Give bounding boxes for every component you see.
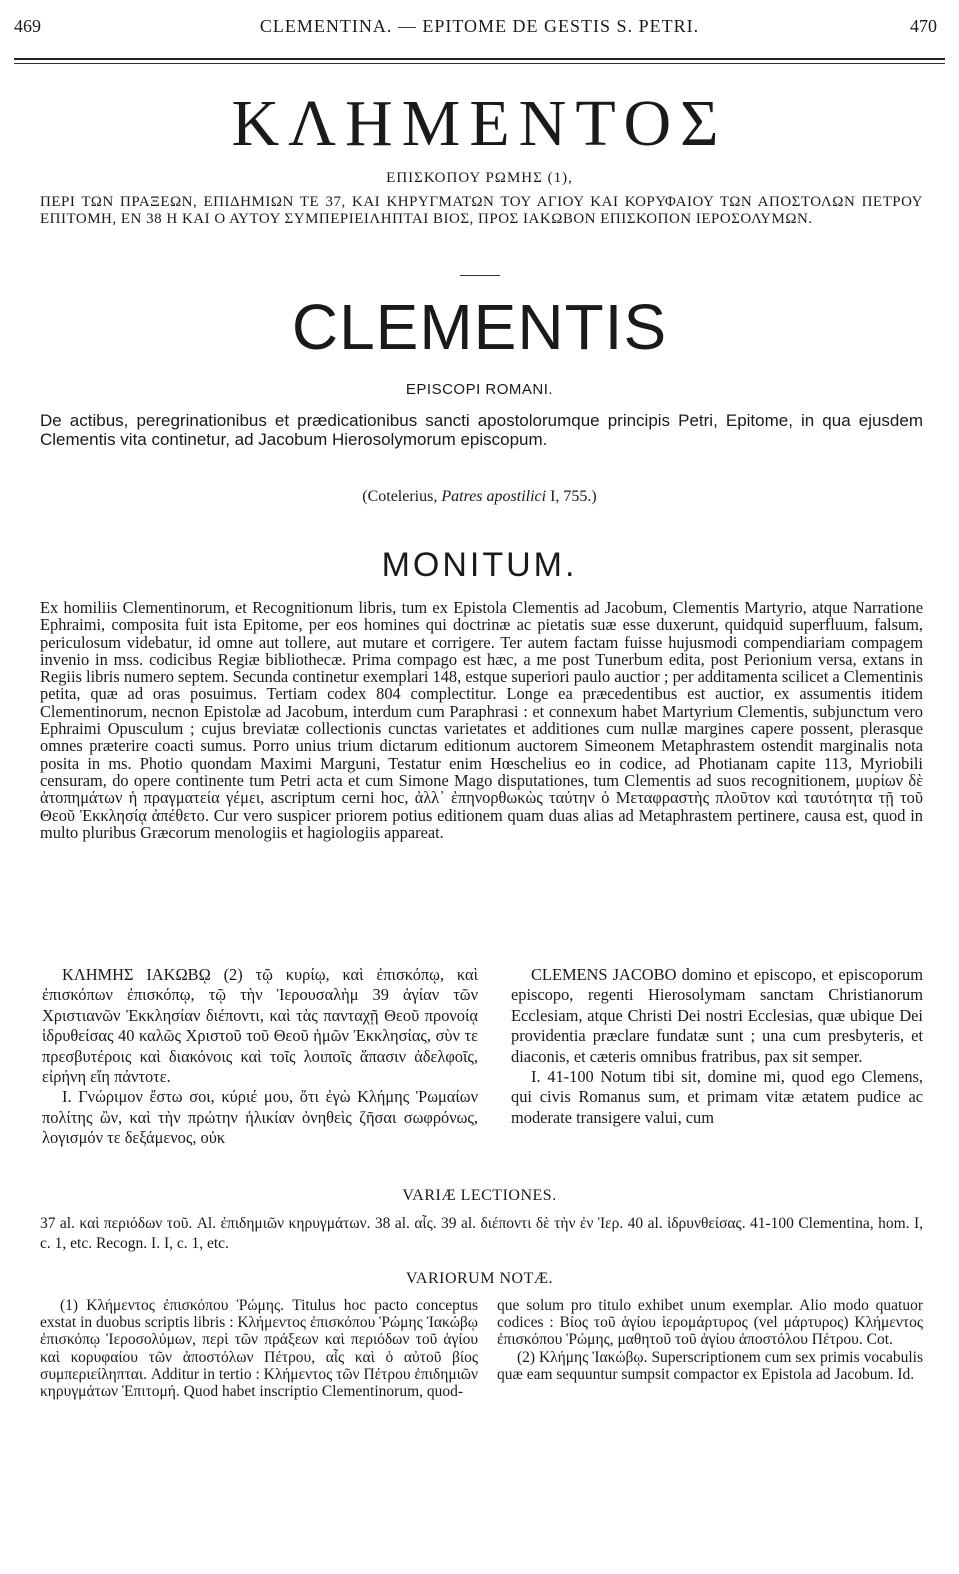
note-left-column	[40, 1297, 478, 1400]
divider	[460, 275, 500, 276]
page-number-right: 470	[910, 16, 937, 36]
latin-subtitle: EPISCOPI ROMANI.	[405, 381, 554, 398]
note-2: (2) Κλήμης Ἰακώβῳ. Superscriptionem cum sex primis vocabulis quæ eam sequuntur sumpsit compactor ex Epistola ad Jacobum. Id.	[497, 1348, 923, 1383]
greek-column	[42, 965, 478, 1149]
source-citation	[0, 488, 959, 506]
latin-chapter-1: I. 41-100 Notum tibi sit, domine mi, quod ego Clemens, qui civis Romanus sum, et primam vitæ ætatem pudice ac moderate transigere valui, cum	[511, 1067, 923, 1127]
greek-salutation: ΚΛΗΜΗΣ ΙΑΚΩΒῼ (2) τῷ κυρίῳ, καὶ ἐπισκόπῳ, καὶ ἐπισκόπων ἐπισκόπῳ, τῷ τὴν Ἱερουσαλὴμ 39 ἁγίαν τῶν Χριστιανῶν Ἐκκλησίαν διέποντι, καὶ τὰς πανταχῇ Θεοῦ προνοίᾳ ἱδρυθείσας 40 καλῶς Χριστοῦ τοῦ Θεοῦ ἡμῶν Ἐκκλησίας, σὺν τε πρεσβυτέροις καὶ διακόνοις καὶ τοῖς λοιποῖς ἅπασιν ἀδελφοῖς, εἰρήνη εἴη πάντοτε.	[42, 965, 478, 1087]
latin-salutation: CLEMENS JACOBO domino et episcopo, et episcoporum episcopo, regenti Hierosolymam sanctam Christianorum Ecclesiam, atque Christi Dei nostri Ecclesias, quæ ubique Dei providentia præclare fundatæ sunt ; una cum presbyteris, et diaconis, et cæteris omnibus fratribus, pax sit semper.	[511, 965, 923, 1066]
latin-column	[511, 965, 923, 1128]
greek-chapter-1: I. Γνώριμον ἔστω σοι, κύριέ μου, ὅτι ἐγὼ Κλήμης Ῥωμαίων πολίτης ὢν, καὶ τὴν πρώτην ἡλικίαν ὀνηθεὶς ζῆσαι σωφρόνως, λογισμόν τε δεξάμενος, οὐκ	[42, 1087, 478, 1148]
variae-lectiones-title: VARIÆ LECTIONES.	[402, 1187, 557, 1204]
monitum-text: Ex homiliis Clementinorum, et Recognitionum libris, tum ex Epistola Clementis ad Jacobum, Clementis Martyrio, atque Narratione Ephraimi, composita fuit ista Epitome, per eos homines qui doctrinæ ac pietatis suæ esse duxerunt, quidquid superfluum, falsum, periculosum videbatur, id omne aut tollere, aut mutare et corrigere. Ter autem factam fuisse hujusmodi compendiariam compagem invenio in mss. codicibus Regiæ bibliothecæ. Prima compago est hæc, a me post Tunerbum edita, post Perionium versa, extans in Regiis libris numero septem. Secunda continetur exemplari 148, estque superiori paulo auctior ; per additamenta scilicet a Clementinis petita, quæ ad oras posuimus. Tertiam codex 804 complectitur. Longe ea præcedentibus est auctior, ex assumentis itidem Clementinorum, necnon Epistolæ ad Jacobum, interdum cum Paraphrasi : et connexum habet Martyrium Clementis, subjunctum vero Ephraimi Opusculum ; cujus breviatæ collectionis cunctas varietates et additiones cum nullæ margines capere possent, plerasque omnes præterire coacti sumus. Porro unius trium dictarum editionum auctorem Simeonem Metaphrastem ostendit marginalis nota posita in ms. Photio quondam Maximi Marguni, Testatur enim Hœschelius eo in codice, ad Photianam capite 113, Myriobili censuram, do opere continente tum Petri acta et cum Simone Mago disputationes, tum Clementis ad suos recognitionem, μυρίων δὲ ἀτοπημάτων ἡ πραγματεία γέμει, ascriptum cerni hoc, ἀλλ᾽ ἐπηνορθωκὼς ταύτην ὁ Μεταφραστὴς πλοῦτον καὶ ταυτότητα τῇ τοῦ Θεοῦ Ἐκκλησίᾳ ἀπέθετο. Cur vero suspicer priorem potius editionem quam duas alias ad Metaphrastem pertinere, causa est, quod in multo pluribus Græcorum menologiis et hagiologiis appareat.	[40, 598, 923, 842]
greek-title-paragraph: ΠΕΡΙ ΤΩΝ ΠΡΑΞΕΩΝ, ΕΠΙΔΗΜΙΩΝ ΤΕ 37, ΚΑΙ ΚΗΡΥΓΜΑΤΩΝ ΤΟΥ ΑΓΙΟΥ ΚΑΙ ΚΟΡΥΦΑΙΟΥ ΤΩΝ ΑΠΟΣΤΟΛΩΝ ΠΕΤΡΟΥ ΕΠΙΤΟΜΗ, ΕΝ 38 Η ΚΑΙ Ο ΑΥΤΟΥ ΣΥΜΠΕΡΙΕΙΛΗΠΤΑΙ ΒΙΟΣ, ΠΡΟΣ ΙΑΚΩΒΟΝ ΕΠΙΣΚΟΠΟΝ ΙΕΡΟΣΟΛΥΜΩΝ.	[40, 194, 923, 227]
page-number-left: 469	[14, 16, 41, 36]
latin-title: CLEMENTIS	[291, 291, 668, 363]
note-right-column	[497, 1297, 923, 1383]
note-1-continued: que solum pro titulo exhibet unum exemplar. Alio modo quatuor codices : Βίος τοῦ ἁγίου ἱερομάρτυρος (vel μάρτυρος) Κλήμεντος ἐπισκόπου Ῥώμης, μαθητοῦ τοῦ ἁγίου ἀποστόλου Πέτρου. Cot.	[497, 1297, 923, 1349]
page-header	[14, 16, 945, 42]
header-rule	[14, 58, 945, 60]
greek-subtitle: ΕΠΙΣΚΟΠΟΥ ΡΩΜΗΣ (1),	[386, 170, 573, 186]
greek-title: ΚΛΗΜΕΝΤΟΣ	[231, 87, 728, 160]
header-rule-thin	[14, 63, 945, 64]
running-title: CLEMENTINA. — EPITOME DE GESTIS S. PETRI.	[259, 16, 700, 36]
source-work: Patres apostilici	[441, 488, 547, 505]
variorum-notae-title: VARIORUM NOTÆ.	[405, 1270, 554, 1287]
note-1: (1) Κλήμεντος ἐπισκόπου Ῥώμης. Titulus hoc pacto conceptus exstat in duobus scriptis libris : Κλήμεντος ἐπισκόπου Ῥώμης Ἰακώβῳ ἐπισκόπῳ Ἱεροσολύμων, περὶ τῶν πράξεων καὶ περιόδων τοῦ ἁγίου καὶ κορυφαίου τῶν ἀποστόλων Πέτρου, αἷς καὶ ὁ αὐτοῦ βίος συμπεριείληπται. Additur in tertio : Κλήμεντος τῶν Πέτρου ἐπιδημιῶν κηρυγμάτων Ἐπιτομή. Quod habet inscriptio Clementinorum, quod-	[40, 1297, 479, 1401]
source-ref: I, 755.)	[550, 488, 597, 505]
latin-title-paragraph: De actibus, peregrinationibus et prædicationibus sancti apostolorumque principis Petri, Epitome, in qua ejusdem Clementis vita continetur, ad Jacobum Hierosolymorum episcopum.	[40, 411, 923, 449]
monitum-title: MONITUM.	[381, 546, 578, 584]
variae-lectiones-text: 37 al. καὶ περιόδων τοῦ. Al. ἐπιδημιῶν κηρυγμάτων. 38 al. αἷς. 39 al. διέποντι δὲ τὴν ἐν Ἱερ. 40 al. ἱδρυνθείσας. 41-100 Clementina, hom. I, c. 1, etc. Recogn. I. I, c. 1, etc.	[40, 1215, 923, 1252]
source-author: (Cotelerius,	[362, 488, 438, 505]
